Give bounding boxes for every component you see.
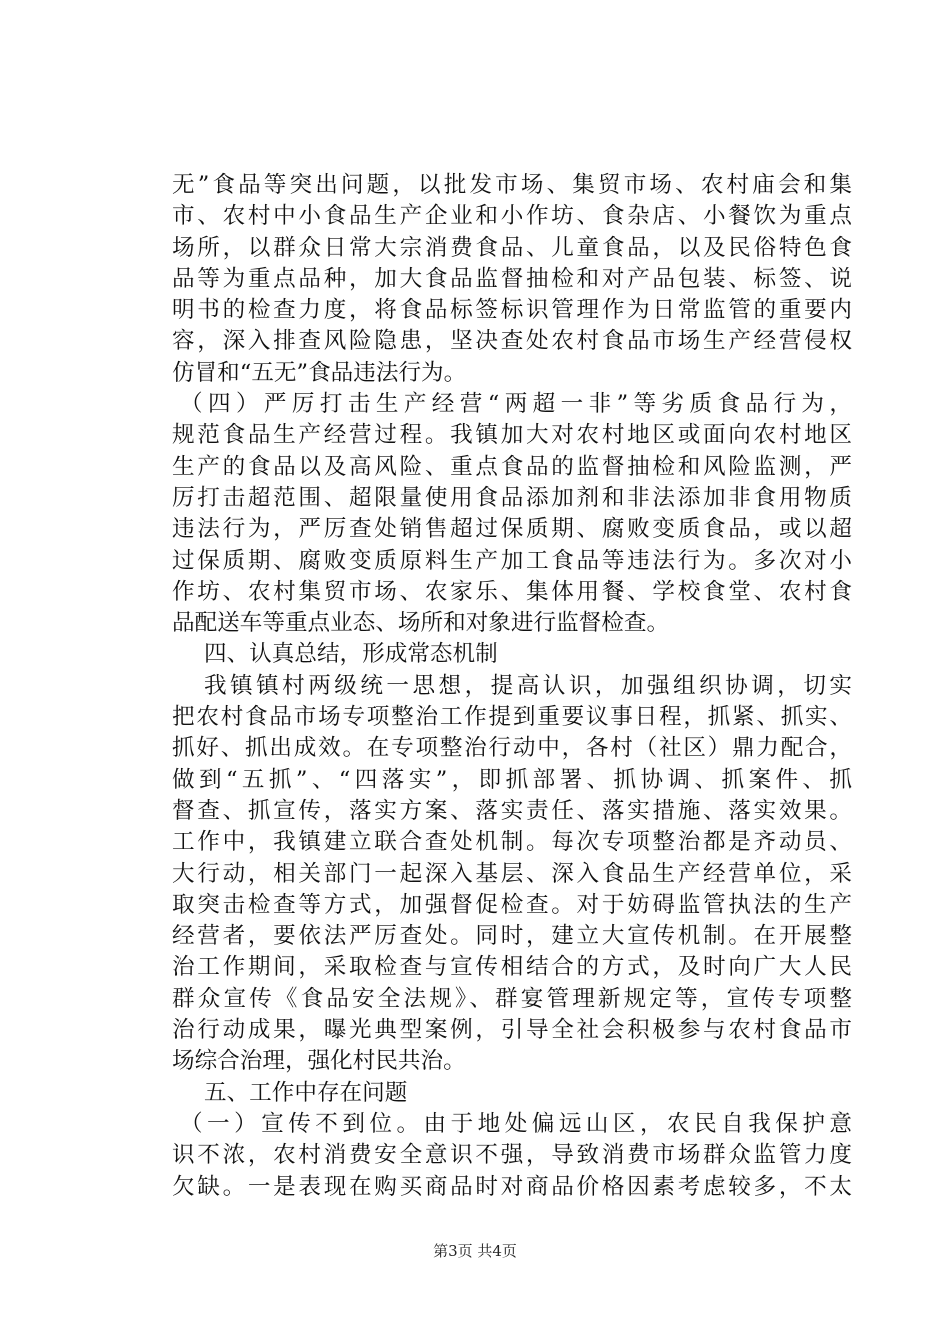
text-line: 生产的食品以及高风险、重点食品的监督抽检和风险监测，严 — [172, 453, 852, 480]
text-line: 品等为重点品种，加大食品监督抽检和对产品包装、标签、说 — [172, 265, 852, 292]
text-line: 作坊、农村集贸市场、农家乐、集体用餐、学校食堂、农村食 — [172, 578, 852, 605]
paragraph-start-line: （一）宣传不到位。由于地处偏远山区，农民自我保护意 — [180, 1110, 852, 1137]
paragraph-start-line: （四）严厉打击生产经营“两超一非”等劣质食品行为， — [180, 391, 852, 418]
text-line: 厉打击超范围、超限量使用食品添加剂和非法添加非食用物质 — [172, 484, 852, 511]
text-line: 仿冒和“五无”食品违法行为。 — [172, 359, 467, 386]
text-line: 督查、抓宣传，落实方案、落实责任、落实措施、落实效果。 — [172, 797, 852, 824]
text-line: 群众宣传《食品安全法规》、群宴管理新规定等，宣传专项整 — [172, 985, 852, 1012]
text-line: 市、农村中小食品生产企业和小作坊、食杂店、小餐饮为重点 — [172, 203, 852, 230]
text-line: 识不浓，农村消费安全意识不强，导致消费市场群众监管力度 — [172, 1142, 852, 1169]
text-line: 场所，以群众日常大宗消费食品、儿童食品，以及民俗特色食 — [172, 234, 852, 261]
page-number-footer: 第3页 共4页 — [433, 1242, 517, 1260]
text-line: 明书的检查力度，将食品标签标识管理作为日常监管的重要内 — [172, 297, 852, 324]
text-line: 过保质期、腐败变质原料生产加工食品等违法行为。多次对小 — [172, 547, 852, 574]
document-body — [172, 170, 852, 1203]
text-line: 工作中，我镇建立联合查处机制。每次专项整治都是齐动员、 — [172, 829, 852, 856]
text-line: 场综合治理，强化村民共治。 — [172, 1048, 466, 1075]
text-line: 品配送车等重点业态、场所和对象进行监督检查。 — [172, 610, 670, 637]
text-line: 抓好、抓出成效。在专项整治行动中，各村（社区）鼎力配合， — [172, 735, 852, 762]
text-line: 欠缺。一是表现在购买商品时对商品价格因素考虑较多，不太 — [172, 1173, 852, 1200]
text-line: 取突击检查等方式，加强督促检查。对于妨碍监管执法的生产 — [172, 891, 852, 918]
text-line: 无”食品等突出问题，以批发市场、集贸市场、农村庙会和集 — [172, 172, 852, 198]
text-line: 违法行为，严厉查处销售超过保质期、腐败变质食品，或以超 — [172, 516, 852, 543]
text-line: 把农村食品市场专项整治工作提到重要议事日程，抓紧、抓实、 — [172, 704, 852, 731]
text-line: 大行动，相关部门一起深入基层、深入食品生产经营单位，采 — [172, 860, 852, 887]
text-line: 做到“五抓”、“四落实”，即抓部署、抓协调、抓案件、抓 — [172, 766, 852, 793]
paragraph-start-line: 我镇镇村两级统一思想，提高认识，加强组织协调，切实 — [204, 672, 852, 699]
section-heading: 五、工作中存在问题 — [204, 1079, 408, 1106]
text-line: 治行动成果，曝光典型案例，引导全社会积极参与农村食品市 — [172, 1017, 852, 1044]
text-line: 治工作期间，采取检查与宣传相结合的方式，及时向广大人民 — [172, 954, 852, 981]
text-line: 经营者，要依法严厉查处。同时，建立大宣传机制。在开展整 — [172, 923, 852, 950]
text-line: 容，深入排查风险隐患，坚决查处农村食品市场生产经营侵权 — [172, 328, 852, 355]
section-heading: 四、认真总结，形成常态机制 — [204, 641, 498, 668]
text-line: 规范食品生产经营过程。我镇加大对农村地区或面向农村地区 — [172, 422, 852, 449]
